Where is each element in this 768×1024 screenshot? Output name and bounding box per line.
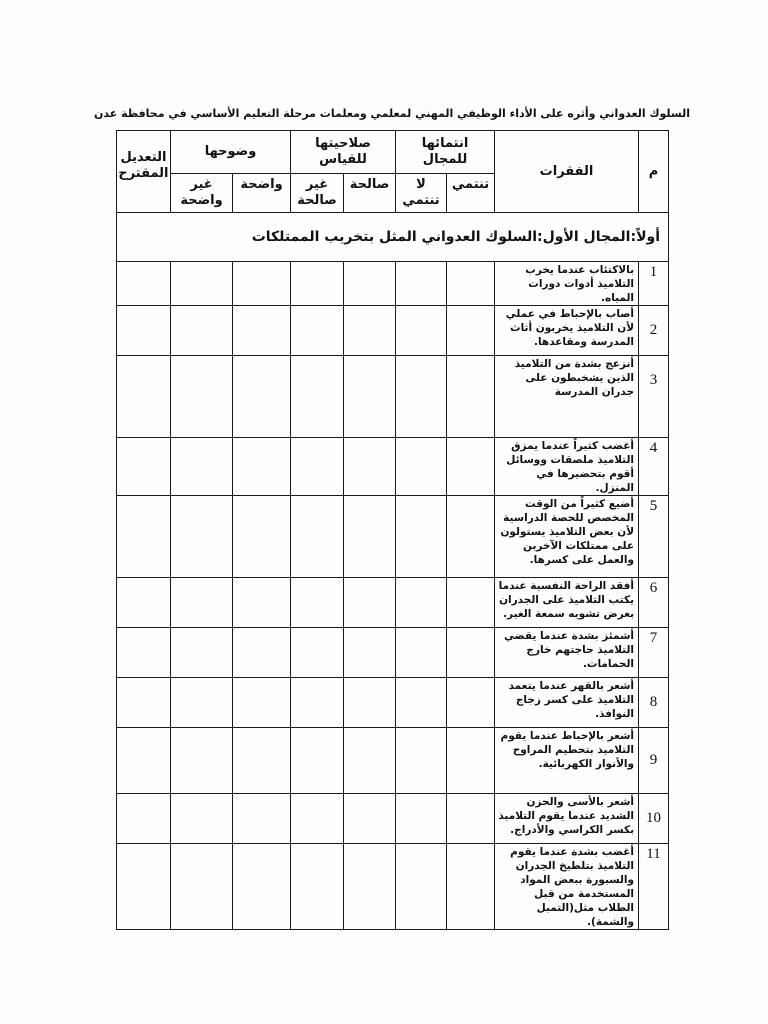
not-belongs-cell xyxy=(396,438,447,496)
belongs-cell xyxy=(447,438,495,496)
row-number: 10 xyxy=(639,794,669,844)
belongs-cell xyxy=(447,496,495,578)
row-number: 7 xyxy=(639,628,669,678)
not-clear-cell xyxy=(171,794,233,844)
belongs-cell xyxy=(447,628,495,678)
table-row xyxy=(117,496,669,578)
row-number: 8 xyxy=(639,678,669,728)
not-valid-cell xyxy=(291,356,344,438)
clear-cell xyxy=(233,356,291,438)
row-text: أشعر بالأسى والحزن الشديد عندما يقوم التلاميذ بكسر الكراسي والأدراج. xyxy=(495,794,639,844)
valid-cell xyxy=(344,728,396,794)
validity-header-label: صلاحيتها للقياس xyxy=(315,136,371,167)
table-row xyxy=(117,628,669,678)
row-number: 5 xyxy=(639,496,669,578)
not-valid-cell xyxy=(291,728,344,794)
table-row xyxy=(117,438,669,496)
evaluation-table xyxy=(116,130,669,930)
valid-cell xyxy=(344,628,396,678)
belongs-cell xyxy=(447,578,495,628)
suggested-edit-cell xyxy=(117,678,171,728)
suggested-edit-header-label: التعديل المقترح xyxy=(118,149,169,181)
clarity-header: وضوحها xyxy=(171,131,291,174)
suggested-edit-cell xyxy=(117,356,171,438)
header-row xyxy=(117,131,669,174)
not-clear-cell xyxy=(171,728,233,794)
not-clear-cell xyxy=(171,262,233,306)
row-number: 2 xyxy=(639,306,669,356)
clear-cell xyxy=(233,728,291,794)
not-clear-cell xyxy=(171,356,233,438)
table-row xyxy=(117,578,669,628)
row-text: بالاكتئاب عندما يخرب التلاميذ أدوات دورات المياه. xyxy=(495,262,639,306)
not-clear-cell xyxy=(171,628,233,678)
validity-header xyxy=(291,131,396,174)
not-belongs-cell xyxy=(396,578,447,628)
belongs-cell xyxy=(447,844,495,930)
clear-cell xyxy=(233,578,291,628)
not-belongs-cell xyxy=(396,844,447,930)
not-clear-cell xyxy=(171,578,233,628)
not-clear-cell xyxy=(171,678,233,728)
not-valid-cell xyxy=(291,844,344,930)
row-number: 1 xyxy=(639,262,669,306)
valid-header: صالحة xyxy=(344,174,396,213)
valid-cell xyxy=(344,496,396,578)
suggested-edit-cell xyxy=(117,438,171,496)
suggested-edit-header xyxy=(117,131,171,213)
clear-cell xyxy=(233,306,291,356)
row-text: أغضب بشدة عندما يقوم التلاميذ بتلطيخ الجدران والسبورة ببعض المواد المستخدمة من قبل الطلاب مثل(التمبل والشمة). xyxy=(495,844,639,930)
not-clear-cell xyxy=(171,438,233,496)
clear-cell xyxy=(233,844,291,930)
valid-cell xyxy=(344,678,396,728)
items-header: الفقرات xyxy=(495,131,639,213)
row-number: 4 xyxy=(639,438,669,496)
suggested-edit-cell xyxy=(117,578,171,628)
table-row xyxy=(117,728,669,794)
row-text: أضيع كثيراً من الوقت المخصص للحصة الدراسية لأن بعض التلاميذ يستولون على ممتلكات الآخرين والعمل على كسرها. xyxy=(495,496,639,578)
clear-cell xyxy=(233,262,291,306)
not-clear-header xyxy=(171,174,233,213)
row-text: أشعر بالإحباط عندما يقوم التلاميذ بتحطيم المراوح والأنوار الكهربائية. xyxy=(495,728,639,794)
row-text: أشعر بالقهر عندما يتعمد التلاميذ على كسر زجاج النوافذ. xyxy=(495,678,639,728)
not-belongs-header xyxy=(396,174,447,213)
section-row xyxy=(117,213,669,262)
row-text: أنزعج بشدة من التلاميذ الذين يشخبطون على جدران المدرسة xyxy=(495,356,639,438)
document-title: السلوك العدواني وأثره على الأداء الوظيفي المهني لمعلمي ومعلمات مرحلة التعليم الأساسي في محافظة عدن xyxy=(93,107,691,120)
belonging-header-label: انتمائها للمجال xyxy=(421,136,469,167)
table-row xyxy=(117,794,669,844)
clear-cell xyxy=(233,628,291,678)
row-number: 11 xyxy=(639,844,669,930)
not-valid-header-label: غير صالحة xyxy=(297,177,337,208)
row-number: 3 xyxy=(639,356,669,438)
valid-cell xyxy=(344,356,396,438)
not-belongs-cell xyxy=(396,306,447,356)
not-belongs-cell xyxy=(396,628,447,678)
section-title: أولاً:المجال الأول:السلوك العدواني المثل بتخريب الممتلكات xyxy=(117,213,669,262)
not-valid-cell xyxy=(291,306,344,356)
suggested-edit-cell xyxy=(117,628,171,678)
not-belongs-cell xyxy=(396,356,447,438)
suggested-edit-cell xyxy=(117,306,171,356)
valid-cell xyxy=(344,306,396,356)
row-number: 9 xyxy=(639,728,669,794)
not-belongs-header-label: لا تنتمي xyxy=(402,177,440,208)
belongs-cell xyxy=(447,678,495,728)
suggested-edit-cell xyxy=(117,496,171,578)
valid-cell xyxy=(344,578,396,628)
not-valid-cell xyxy=(291,578,344,628)
valid-cell xyxy=(344,438,396,496)
belongs-cell xyxy=(447,356,495,438)
suggested-edit-cell xyxy=(117,728,171,794)
belongs-cell xyxy=(447,262,495,306)
not-clear-cell xyxy=(171,844,233,930)
not-belongs-cell xyxy=(396,794,447,844)
not-valid-cell xyxy=(291,438,344,496)
valid-cell xyxy=(344,262,396,306)
table-row xyxy=(117,306,669,356)
row-text: أشمئز بشدة عندما يقضي التلاميذ حاجتهم خارج الحمامات. xyxy=(495,628,639,678)
valid-cell xyxy=(344,794,396,844)
table-row xyxy=(117,262,669,306)
suggested-edit-cell xyxy=(117,844,171,930)
belongs-cell xyxy=(447,728,495,794)
suggested-edit-cell xyxy=(117,262,171,306)
belongs-cell xyxy=(447,794,495,844)
not-belongs-cell xyxy=(396,262,447,306)
not-clear-cell xyxy=(171,306,233,356)
row-number: 6 xyxy=(639,578,669,628)
belonging-header xyxy=(396,131,495,174)
clear-cell xyxy=(233,496,291,578)
belongs-header: تنتمي xyxy=(447,174,495,213)
row-text: أغضب كثيراً عندما يمزق التلاميذ ملصقات ووسائل أقوم بتحضيرها في المنزل. xyxy=(495,438,639,496)
not-valid-cell xyxy=(291,496,344,578)
table-row xyxy=(117,356,669,438)
table-row xyxy=(117,678,669,728)
not-clear-header-label: غير واضحة xyxy=(180,177,223,208)
number-header: م xyxy=(639,131,669,213)
clear-cell xyxy=(233,678,291,728)
not-belongs-cell xyxy=(396,496,447,578)
not-valid-header xyxy=(291,174,344,213)
table-row xyxy=(117,844,669,930)
not-belongs-cell xyxy=(396,728,447,794)
not-clear-cell xyxy=(171,496,233,578)
row-text: أفقد الراحة النفسية عندما يكتب التلاميذ على الجدران بغرض تشويه سمعة الغير. xyxy=(495,578,639,628)
not-valid-cell xyxy=(291,628,344,678)
not-valid-cell xyxy=(291,262,344,306)
clear-cell xyxy=(233,438,291,496)
row-text: أصاب بالإحباط في عملي لأن التلاميذ يخربون أثاث المدرسة ومقاعدها. xyxy=(495,306,639,356)
not-valid-cell xyxy=(291,794,344,844)
not-valid-cell xyxy=(291,678,344,728)
clear-cell xyxy=(233,794,291,844)
clear-header: واضحة xyxy=(233,174,291,213)
belongs-cell xyxy=(447,306,495,356)
valid-cell xyxy=(344,844,396,930)
suggested-edit-cell xyxy=(117,794,171,844)
not-belongs-cell xyxy=(396,678,447,728)
